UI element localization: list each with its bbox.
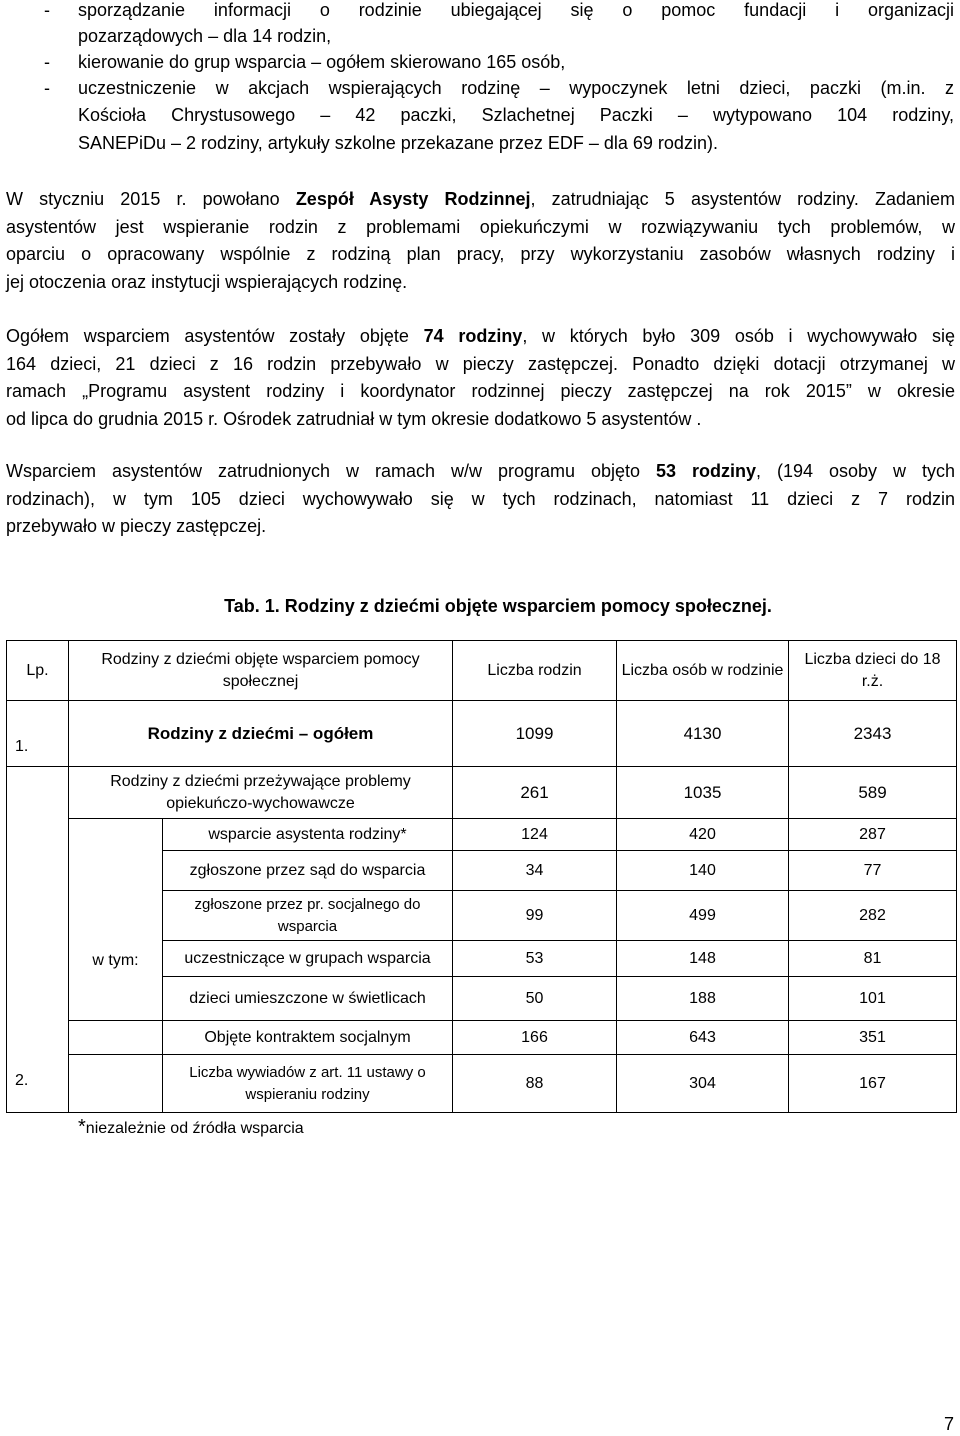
- cell-osob: 304: [617, 1055, 789, 1113]
- bullet-continuation: [0, 133, 960, 159]
- table-row: [7, 701, 957, 767]
- bullet-item: [0, 0, 960, 26]
- cell-osob: 148: [617, 941, 789, 977]
- cell-dzieci: 351: [789, 1021, 957, 1055]
- cell-name: dzieci umieszczone w świetlicach: [163, 977, 453, 1021]
- text-run: , w których było 309 osób i wychowywało się: [522, 326, 955, 346]
- cell-rodzin: 53: [453, 941, 617, 977]
- table-row: [7, 1055, 957, 1113]
- cell-name: Liczba wywiadów z art. 11 ustawy o wspieraniu rodziny: [163, 1055, 453, 1113]
- cell-rodzin: 124: [453, 819, 617, 851]
- paragraph-line: [6, 186, 955, 214]
- bullet-text: Kościoła Chrystusowego – 42 paczki, Szlachetnej Paczki – wytypowano 104 rodziny,: [78, 105, 954, 125]
- bullet-text: SANEPiDu – 2 rodziny, artykuły szkolne przekazane przez EDF – dla 69 rodzin).: [78, 133, 718, 153]
- cell-osob: 420: [617, 819, 789, 851]
- bullet-item: [0, 78, 960, 104]
- bullet-dash: -: [44, 52, 50, 72]
- families-table: [6, 640, 957, 1113]
- cell-dzieci: 101: [789, 977, 957, 1021]
- header-rodzin: Liczba rodzin: [453, 641, 617, 701]
- cell-empty: [69, 1055, 163, 1113]
- table-footnote: [78, 1116, 304, 1139]
- table-row: [7, 767, 957, 819]
- cell-rodzin: 166: [453, 1021, 617, 1055]
- cell-dzieci: 589: [789, 767, 957, 819]
- cell-rodzin: 50: [453, 977, 617, 1021]
- bold-run: 53 rodziny: [656, 461, 757, 481]
- cell-name: Rodziny z dziećmi – ogółem: [69, 701, 453, 767]
- bullet-text: kierowanie do grup wsparcia – ogółem skierowano 165 osób,: [78, 52, 566, 72]
- footnote-text: niezależnie od źródła wsparcia: [85, 1120, 304, 1137]
- bullet-continuation: [0, 26, 960, 52]
- paragraph-line: 164 dzieci, 21 dzieci z 16 rodzin przebywało w pieczy zastępczej. Ponadto dzięki dotacji otrzymanej w: [6, 353, 955, 374]
- cell-osob: 140: [617, 851, 789, 891]
- cell-lp: 2.: [7, 767, 69, 1113]
- cell-osob: 4130: [617, 701, 789, 767]
- text-run: , zatrudniając 5 asystentów rodziny. Zadaniem: [530, 189, 956, 209]
- cell-wtym: w tym:: [69, 819, 163, 1021]
- cell-rodzin: 99: [453, 891, 617, 941]
- paragraph-line: [6, 323, 955, 351]
- cell-dzieci: 81: [789, 941, 957, 977]
- text-run: Wsparciem asystentów zatrudnionych w ramach w/w programu objęto: [6, 461, 657, 481]
- cell-osob: 188: [617, 977, 789, 1021]
- text-run: Ogółem wsparciem asystentów zostały objęte: [6, 326, 424, 346]
- page-number: 7: [943, 1414, 954, 1434]
- bold-run: 74 rodziny: [423, 326, 523, 346]
- paragraph-line: rodzinach), w tym 105 dzieci wychowywało się w tych rodzinach, natomiast 11 dzieci z 7 rodzin: [6, 488, 955, 509]
- cell-name: uczestniczące w grupach wsparcia: [163, 941, 453, 977]
- table-header-row: [7, 641, 957, 701]
- cell-osob: 1035: [617, 767, 789, 819]
- cell-dzieci: 77: [789, 851, 957, 891]
- cell-dzieci: 282: [789, 891, 957, 941]
- table-caption: Tab. 1. Rodziny z dziećmi objęte wsparciem pomocy społecznej.: [224, 596, 772, 616]
- paragraph-line: [6, 458, 955, 486]
- cell-lp: 1.: [7, 701, 69, 767]
- cell-name: Objęte kontraktem socjalnym: [163, 1021, 453, 1055]
- cell-rodzin: 1099: [453, 701, 617, 767]
- bullet-dash: -: [44, 0, 50, 20]
- cell-osob: 499: [617, 891, 789, 941]
- paragraph-line: jej otoczenia oraz instytucji wspierających rodzinę.: [6, 271, 408, 292]
- cell-name: wsparcie asystenta rodziny*: [163, 819, 453, 851]
- cell-rodzin: 261: [453, 767, 617, 819]
- paragraph-line: od lipca do grudnia 2015 r. Ośrodek zatrudniał w tym okresie dodatkowo 5 asystentów .: [6, 408, 702, 429]
- cell-dzieci: 287: [789, 819, 957, 851]
- cell-name: Rodziny z dziećmi przeżywające problemy opiekuńczo-wychowawcze: [69, 767, 453, 819]
- paragraph-line: oparciu o opracowany wspólnie z rodziną plan pracy, przy wykorzystaniu zasobów własnych rodziny i: [6, 244, 955, 264]
- cell-osob: 643: [617, 1021, 789, 1055]
- bullet-text: pozarządowych – dla 14 rodzin,: [78, 26, 332, 46]
- paragraph-line: asystentów jest wspieranie rodzin z problemami opiekuńczymi w rozwiązywaniu tych problemów, w: [6, 216, 955, 237]
- cell-name: zgłoszone przez pr. socjalnego do wsparcia: [163, 891, 453, 941]
- cell-empty: [69, 1021, 163, 1055]
- table-row: [7, 819, 957, 851]
- cell-name: zgłoszone przez sąd do wsparcia: [163, 851, 453, 891]
- paragraph-line: ramach „Programu asystent rodziny i koordynator rodzinnej pieczy zastępczej na rok 2015” w okresie: [6, 381, 955, 401]
- header-dzieci: Liczba dzieci do 18 r.ż.: [789, 641, 957, 701]
- footnote-star: *: [78, 1116, 86, 1138]
- bold-run: Zespół Asysty Rodzinnej: [295, 189, 531, 209]
- header-name: Rodziny z dziećmi objęte wsparciem pomocy społecznej: [69, 641, 453, 701]
- text-run: W styczniu 2015 r. powołano: [6, 189, 296, 209]
- bullet-item: [0, 52, 960, 78]
- cell-rodzin: 88: [453, 1055, 617, 1113]
- header-lp: Lp.: [7, 641, 69, 701]
- bullet-dash: -: [44, 78, 50, 98]
- bullet-text: uczestniczenie w akcjach wspierających rodzinę – wypoczynek letni dzieci, paczki (m.in. z: [78, 78, 954, 98]
- cell-dzieci: 2343: [789, 701, 957, 767]
- paragraph-program: [6, 458, 955, 541]
- table-row: [7, 1021, 957, 1055]
- bullet-continuation: [0, 105, 960, 131]
- header-osob: Liczba osób w rodzinie: [617, 641, 789, 701]
- paragraph-line: przebywało w pieczy zastępczej.: [6, 516, 267, 536]
- cell-rodzin: 34: [453, 851, 617, 891]
- cell-dzieci: 167: [789, 1055, 957, 1113]
- paragraph-zespol: [6, 186, 955, 296]
- paragraph-ogolem: [6, 323, 955, 433]
- bullet-text: sporządzanie informacji o rodzinie ubiegającej się o pomoc fundacji i organizacji: [78, 0, 954, 20]
- text-run: , (194 osoby w tych: [756, 461, 955, 481]
